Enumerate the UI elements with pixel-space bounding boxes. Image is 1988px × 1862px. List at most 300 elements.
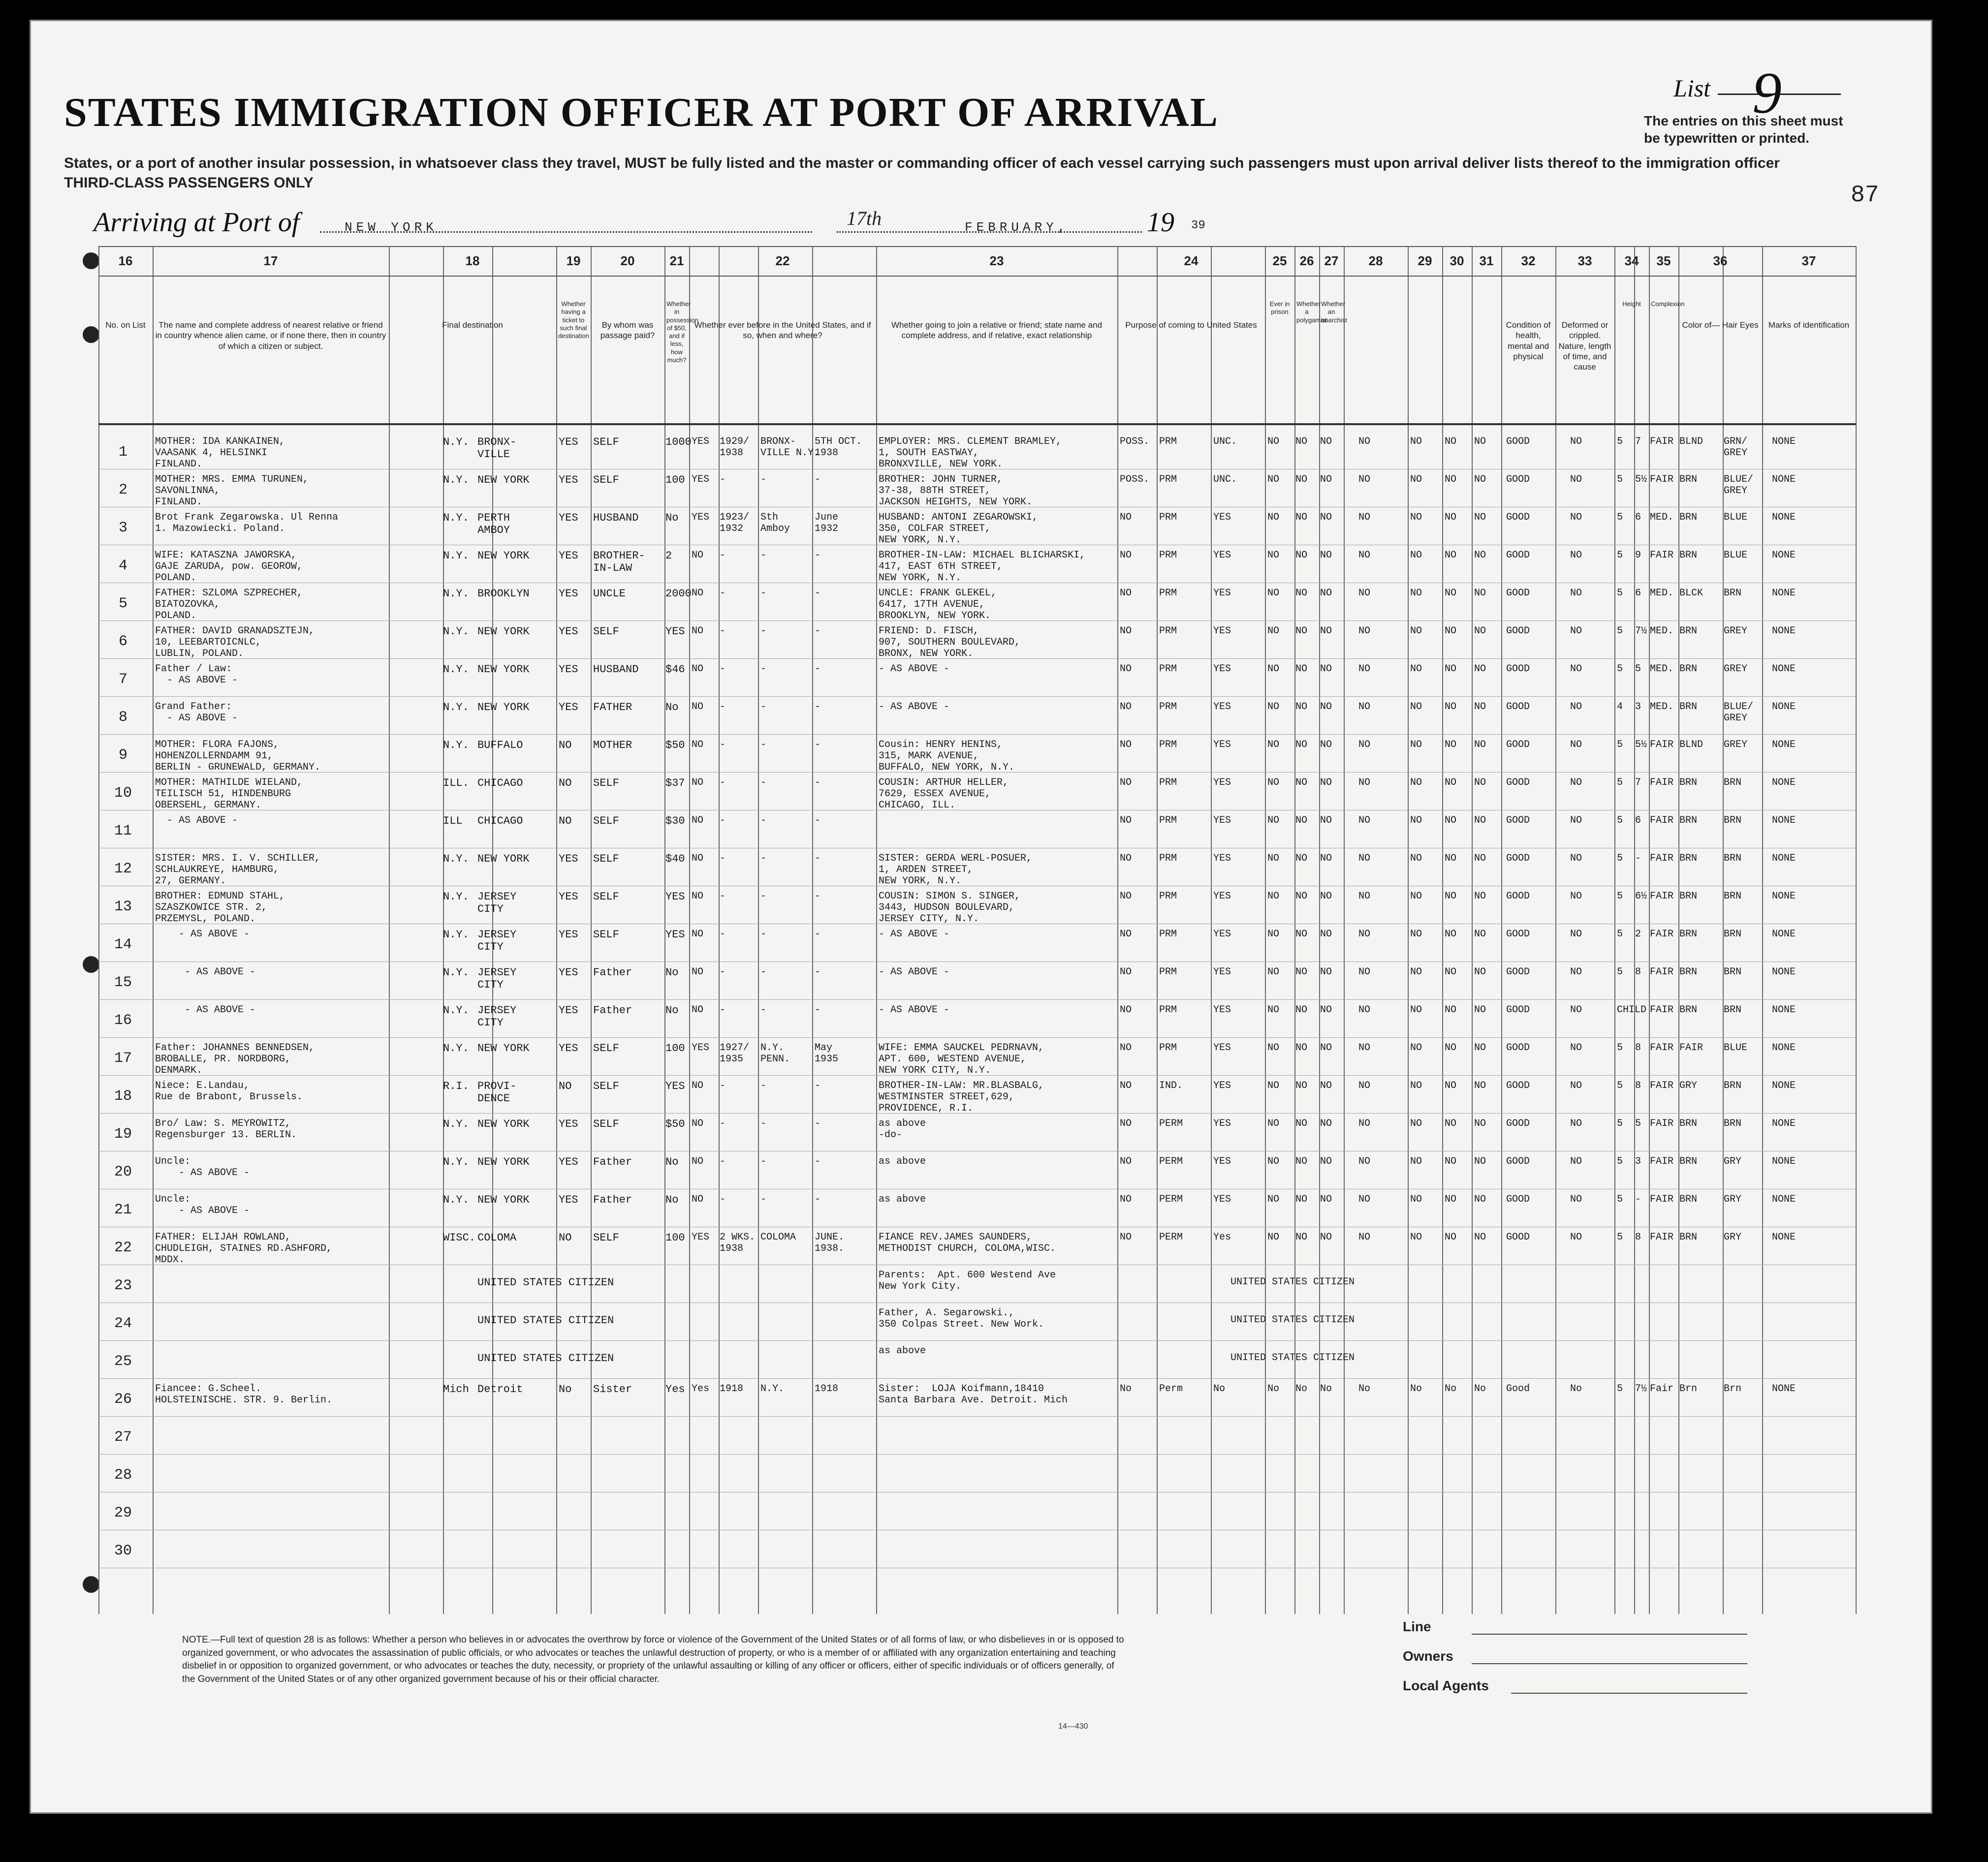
cell-paid: FATHER [593,701,632,714]
cell-purpose: NO [1120,1118,1132,1129]
column-header: Ever in prison [1269,300,1290,316]
cell-city: BROOKLYN [477,588,530,600]
cell-complexion: FAIR [1650,1004,1674,1016]
cell-c26: NO [1295,625,1308,637]
column-number: 33 [1578,253,1592,268]
cell-in: - [1635,1194,1641,1205]
cell-c27: NO [1320,739,1332,750]
cell-date: - [815,663,821,675]
cell-before: NO [692,550,704,561]
cell-join: - AS ABOVE - [879,966,950,978]
cell-c28: NO [1358,701,1371,713]
cell-before: NO [692,1080,704,1091]
row-number: 18 [114,1088,132,1105]
cell-marks: NONE [1772,701,1796,713]
cell-c27: NO [1320,1118,1332,1129]
cell-c27: NO [1320,1080,1332,1091]
cell-period: - [720,815,726,826]
column-divider [1555,246,1556,1614]
cell-c29: NO [1410,777,1422,788]
cell-hair: BRN [1679,550,1698,561]
cell-citizen: YES [1213,815,1231,826]
cell-before: NO [692,1004,704,1016]
cell-citizen: YES [1213,1118,1231,1129]
year-prefix: 19 [1147,207,1174,238]
cell-purpose: NO [1120,663,1132,675]
row-number: 23 [114,1277,132,1294]
cell-relative: Grand Father: - AS ABOVE - [155,701,238,724]
cell-purpose: NO [1120,1042,1132,1054]
cell-deformed: NO [1570,474,1582,485]
cell-date: - [815,815,821,826]
cell-paid: SELF [593,1080,619,1092]
column-number: 37 [1801,253,1816,268]
cell-c26: NO [1295,777,1308,788]
sheet-stamp: 87 [1851,182,1879,209]
cell-relative: - AS ABOVE - [155,929,250,940]
cell-c28: NO [1358,777,1371,788]
cell-in: 6½ [1635,891,1647,902]
cell-relative: - AS ABOVE - [155,966,256,978]
cell-deformed: NO [1570,777,1582,788]
cell-length: PRM [1159,474,1177,485]
column-divider [1344,246,1345,1614]
column-divider [1408,246,1409,1614]
cell-c27: NO [1320,853,1332,864]
agents-field[interactable] [1511,1693,1747,1694]
row-number: 5 [118,595,127,612]
row-rule [98,999,1856,1000]
cell-city: JERSEY CITY [477,1004,517,1029]
cell-complexion: MED. [1650,512,1674,523]
cell-join: COUSIN: ARTHUR HELLER, 7629, ESSEX AVENUE, CHICAGO, ILL. [879,777,1009,811]
cell-c31: NO [1474,1118,1486,1129]
cell-c28: NO [1358,588,1371,599]
cell-eyes: BRN [1724,1004,1742,1016]
column-number: 34 [1624,253,1639,268]
cell-marks: NONE [1772,1194,1796,1205]
cell-c30: NO [1445,1004,1457,1016]
cell-ticket: YES [559,701,578,714]
cell-date: - [815,625,821,637]
cell-c26: NO [1295,701,1308,713]
cell-ft: 5 [1617,1156,1623,1167]
column-number: 16 [118,253,133,268]
cell-date: - [815,1080,821,1091]
cell-join: FRIEND: D. FISCH, 907, SOUTHERN BOULEVARD, BRONX, NEW YORK. [879,625,1021,659]
row-rule [98,1454,1856,1455]
cell-relative: SISTER: MRS. I. V. SCHILLER, SCHLAUKREYE, HAMBURG, 27, GERMANY. [155,853,321,887]
cell-c25: NO [1267,550,1280,561]
owners-field[interactable] [1472,1663,1747,1664]
cell-where: - [760,550,767,561]
cell-paid: SELF [593,1118,619,1130]
cell-before: NO [692,815,704,826]
cell-where: COLOMA [760,1232,796,1243]
column-header: Whether having a ticket to such final destination [558,300,589,340]
cell-c27: NO [1320,550,1332,561]
cell-c31: NO [1474,1004,1486,1016]
cell-hair: BRN [1679,1004,1698,1016]
cell-hair: BRN [1679,1118,1698,1129]
cell-state: N.Y. [443,853,469,865]
column-header: No. on List [105,320,146,330]
cell-c31: NO [1474,436,1486,447]
cell-health: GOOD [1506,815,1530,826]
cell-in: - [1635,853,1641,864]
cell-c31: NO [1474,891,1486,902]
cell-city: CHICAGO [477,815,523,827]
cell-length: PERM [1159,1232,1183,1243]
cell-complexion: FAIR [1650,1118,1674,1129]
cell-health: GOOD [1506,625,1530,637]
cell-period: - [720,777,726,788]
cell-c26: NO [1295,1194,1308,1205]
cell-c28: No [1358,1383,1371,1395]
cell-eyes: BRN [1724,853,1742,864]
row-number: 17 [114,1050,132,1067]
cell-deformed: NO [1570,1232,1582,1243]
row-number: 11 [114,823,132,839]
cell-hair: BRN [1679,815,1698,826]
cell-relative: - AS ABOVE - [155,1004,256,1016]
cell-ticket: YES [559,853,578,865]
cell-c31: NO [1474,929,1486,940]
cell-c26: NO [1295,550,1308,561]
cell-relative: Bro/ Law: S. MEYROWITZ, Regensburger 13. BERLIN. [155,1118,297,1141]
cell-before: NO [692,663,704,675]
cell-c25: NO [1267,625,1280,637]
cell-hair: BRN [1679,663,1698,675]
cell-purpose: NO [1120,929,1132,940]
cell-marks: NONE [1772,815,1796,826]
cell-deformed: NO [1570,625,1582,637]
row-number: 19 [114,1126,132,1143]
cell-health: GOOD [1506,777,1530,788]
cell-c31: NO [1474,739,1486,750]
cell-c30: No [1445,1383,1457,1395]
cell-c31: NO [1474,701,1486,713]
cell-period: - [720,1194,726,1205]
cell-date: - [815,739,821,750]
cell-join: HUSBAND: ANTONI ZEGAROWSKI, 350, COLFAR STREET, NEW YORK, N.Y. [879,512,1039,546]
cell-complexion: FAIR [1650,777,1674,788]
cell-ticket: YES [559,1194,578,1206]
cell-date: - [815,966,821,978]
cell-c31: NO [1474,1042,1486,1054]
cell-c29: NO [1410,512,1422,523]
cell-city: PROVI- DENCE [477,1080,517,1105]
column-header: Whether ever before in the United States, and if so, when and where? [694,320,871,341]
cell-city: JERSEY CITY [477,966,517,992]
cell-hair: FAIR [1679,1042,1704,1054]
cell-eyes: BRN [1724,1080,1742,1091]
cell-state: N.Y. [443,1118,469,1130]
column-header: Height [1622,300,1641,308]
cell-where: BRONX- VILLE N.Y. [760,436,820,459]
cell-c31: NO [1474,1156,1486,1167]
cell-purpose: NO [1120,588,1132,599]
cell-c27: NO [1320,891,1332,902]
cell-eyes: BRN [1724,1118,1742,1129]
cell-marks: NONE [1772,1232,1796,1243]
cell-marks: NONE [1772,891,1796,902]
cell-marks: NONE [1772,512,1796,523]
cell-before: NO [692,1194,704,1205]
column-divider [591,246,592,1614]
cell-c29: NO [1410,891,1422,902]
cell-where: - [760,929,767,940]
cell-date: - [815,929,821,940]
cell-health: GOOD [1506,929,1530,940]
cell-c30: NO [1445,1080,1457,1091]
cell-ticket: NO [559,1232,572,1244]
cell-citizen: YES [1213,1080,1231,1091]
cell-c29: NO [1410,1194,1422,1205]
footnote: NOTE.—Full text of question 28 is as follows: Whether a person who believes in or advocates the overthrow by force or violence of the Government of the United States or of all forms of law, or who disbelieves in or is opposed to organized government, or who advocates the assassination of public officials, or who advocates or teaches the unlawful destruction of property, or who is a member of or affiliated with any organization entertaining and teaching disbelief in or opposition to organized government, or who advocates or teaches the duty, necessity, or propriety of the unlawful assaulting or killing of any officer or officers, either of specific individuals or of officers generally, of the Government of the United States or of any other organized government because of his or their official character. [182,1635,1124,1684]
cell-c25: NO [1267,1194,1280,1205]
cell-state: ILL. [443,777,469,789]
cell-hair: BRN [1679,701,1698,713]
cell-c30: NO [1445,436,1457,447]
cell-c30: NO [1445,777,1457,788]
cell-money: $50 [665,739,685,751]
cell-deformed: NO [1570,701,1582,713]
cell-deformed: NO [1570,929,1582,940]
cell-complexion: FAIR [1650,891,1674,902]
cell-date: - [815,777,821,788]
cell-hair: BLND [1679,436,1704,447]
cell-c30: NO [1445,929,1457,940]
cell-eyes: BLUE [1724,550,1748,561]
cell-health: GOOD [1506,1004,1530,1016]
cell-eyes: BRN [1724,929,1742,940]
punch-hole [83,1576,99,1593]
cell-state: N.Y. [443,588,469,600]
cell-marks: NONE [1772,929,1796,940]
cell-c26: NO [1295,891,1308,902]
cell-purpose: NO [1120,625,1132,637]
cell-health: GOOD [1506,1118,1530,1129]
cell-citizen: YES [1213,777,1231,788]
cell-period: - [720,1080,726,1091]
punch-hole [83,326,99,343]
cell-health: GOOD [1506,550,1530,561]
column-number: 19 [566,253,581,268]
cell-c29: NO [1410,1042,1422,1054]
row-number: 4 [118,558,127,574]
cell-relative: FATHER: SZLOMA SZPRECHER, BIATOZOVKA, POLAND. [155,588,303,621]
cell-c31: NO [1474,1232,1486,1243]
row-number: 10 [114,785,132,802]
cell-c29: NO [1410,436,1422,447]
cell-state: Mich [443,1383,469,1396]
cell-where: - [760,777,767,788]
cell-c25: NO [1267,663,1280,675]
cell-date: - [815,1118,821,1129]
column-number: 28 [1368,253,1383,268]
cell-c31: NO [1474,663,1486,675]
cell-paid: Father [593,966,632,979]
cell-money: No [665,512,679,524]
cell-period: - [720,663,726,675]
cell-purpose: NO [1120,739,1132,750]
cell-ticket: YES [559,588,578,600]
cell-relative: Fiancee: G.Scheel. HOLSTEINISCHE. STR. 9. Berlin. [155,1383,333,1406]
cell-in: 8 [1635,1042,1641,1054]
column-number: 27 [1324,253,1339,268]
column-number: 29 [1418,253,1432,268]
cell-c31: NO [1474,512,1486,523]
cell-c31: NO [1474,853,1486,864]
cell-ft: 5 [1617,1118,1623,1129]
cell-ft: 5 [1617,550,1623,561]
cell-purpose: NO [1120,701,1132,713]
cell-in: 3 [1635,1156,1641,1167]
column-divider [153,246,154,1614]
cell-complexion: FAIR [1650,550,1674,561]
cell-state: N.Y. [443,550,469,562]
cell-money: No [665,966,679,979]
cell-state: ILL [443,815,463,827]
cell-in: 7 [1635,436,1641,447]
cell-where: - [760,701,767,713]
cell-c25: NO [1267,474,1280,485]
cell-state: N.Y. [443,891,469,903]
cell-c28: NO [1358,1004,1371,1016]
cell-state: N.Y. [443,1194,469,1206]
cell-complexion: MED. [1650,588,1674,599]
cell-state: N.Y. [443,1004,469,1017]
cell-in: 7 [1635,777,1641,788]
cell-money: No [665,1194,679,1206]
cell-c27: NO [1320,1156,1332,1167]
cell-ticket: YES [559,1118,578,1130]
cell-eyes: BLUE/ GREY [1724,701,1754,724]
cell-join: as above [879,1194,926,1205]
cell-join: Father, A. Segarowski., 350 Colpas Street. New Work. [879,1307,1044,1330]
cell-c25: NO [1267,588,1280,599]
cell-in: 6 [1635,815,1641,826]
cell-before: Yes [692,1383,710,1395]
cell-purpose: NO [1120,777,1132,788]
cell-state: N.Y. [443,739,469,751]
row-number: 1 [118,444,127,461]
cell-length: PRM [1159,891,1177,902]
cell-period: 1927/ 1935 [720,1042,750,1065]
cell-c28: NO [1358,474,1371,485]
cell-in: 9 [1635,550,1641,561]
cell-c29: NO [1410,588,1422,599]
cell-money: 100 [665,474,685,486]
cell-in: 5 [1635,1118,1641,1129]
column-number: 22 [775,253,790,268]
column-divider [1501,246,1502,1614]
cell-period: - [720,701,726,713]
cell-deformed: NO [1570,1156,1582,1167]
cell-citizen: YES [1213,663,1231,675]
line-field[interactable] [1472,1634,1747,1635]
cell-citizen: UNC. [1213,474,1237,485]
cell-health: GOOD [1506,739,1530,750]
cell-before: YES [692,1232,710,1243]
column-header: Marks of identification [1768,320,1850,330]
row-number: 9 [118,747,127,764]
cell-ticket: YES [559,1004,578,1017]
cell-in: 6 [1635,588,1641,599]
cell-c29: NO [1410,966,1422,978]
cell-state: WISC. [443,1232,476,1244]
cell-purpose: NO [1120,853,1132,864]
cell-c30: NO [1445,701,1457,713]
cell-money: 100 [665,1232,685,1244]
cell-in: 5½ [1635,739,1647,750]
column-number: 21 [669,253,684,268]
cell-c28: NO [1358,739,1371,750]
row-number: 15 [114,974,132,991]
cell-marks: NONE [1772,625,1796,637]
cell-length: PRM [1159,436,1177,447]
cell-state: N.Y. [443,1042,469,1055]
cell-city: NEW YORK [477,625,530,638]
cell-city: UNITED STATES CITIZEN [477,1352,614,1365]
cell-complexion: MED. [1650,701,1674,713]
cell-c25: No [1267,1383,1280,1395]
cell-eyes: BRN [1724,588,1742,599]
cell-paid: UNCLE [593,588,626,600]
cell-deformed: NO [1570,853,1582,864]
row-rule [98,1037,1856,1038]
cell-in: 8 [1635,1080,1641,1091]
cell-c26: NO [1295,1042,1308,1054]
row-number: 22 [114,1240,132,1256]
cell-length: UNITED STATES CITIZEN [1231,1276,1355,1288]
cell-deformed: NO [1570,436,1582,447]
cell-health: GOOD [1506,1042,1530,1054]
month-value: FEBRUARY, [965,220,1070,235]
cell-c30: NO [1445,1118,1457,1129]
cell-citizen: UNC. [1213,436,1237,447]
cell-deformed: NO [1570,1004,1582,1016]
cell-state: N.Y. [443,966,469,979]
cell-citizen: No [1213,1383,1226,1395]
cell-c26: NO [1295,512,1308,523]
cell-period: - [720,1118,726,1129]
owners-label: Owners [1403,1648,1453,1664]
column-header: Whether a polygamist [1296,300,1327,324]
cell-city: Detroit [477,1383,523,1396]
cell-marks: NONE [1772,1004,1796,1016]
cell-paid: SELF [593,474,619,486]
cell-c29: NO [1410,663,1422,675]
agents-label: Local Agents [1403,1678,1489,1693]
cell-relative: Uncle: - AS ABOVE - [155,1156,250,1179]
cell-ft: 5 [1617,588,1623,599]
cell-city: UNITED STATES CITIZEN [477,1314,614,1327]
cell-join: COUSIN: SIMON S. SINGER, 3443, HUDSON BOULEVARD, JERSEY CITY, N.Y. [879,891,1021,925]
cell-c26: NO [1295,588,1308,599]
cell-c26: NO [1295,1080,1308,1091]
cell-c25: NO [1267,436,1280,447]
cell-complexion: FAIR [1650,966,1674,978]
cell-join: SISTER: GERDA WERL-POSUER, 1, ARDEN STREET, NEW YORK, N.Y. [879,853,1033,887]
cell-c30: NO [1445,1232,1457,1243]
cell-where: - [760,1118,767,1129]
cell-health: GOOD [1506,891,1530,902]
cell-paid: HUSBAND [593,663,639,676]
cell-c28: NO [1358,815,1371,826]
cell-before: NO [692,625,704,637]
